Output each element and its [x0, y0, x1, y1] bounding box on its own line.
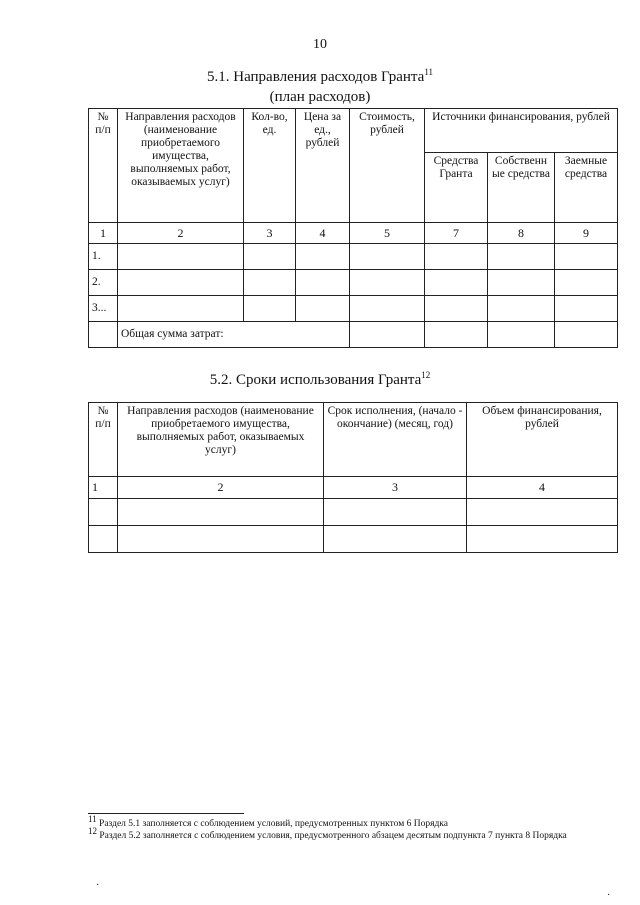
header-direction: Направления расходов (наименование приобретаемого имущества, выполняемых работ, оказываемых услуг): [118, 109, 244, 223]
footnote-text: Раздел 5.2 заполняется с соблюдением условия, предусмотренного абзацем десятым подпункта 7 пункта 8 Порядка: [97, 831, 567, 841]
footnote-11: [88, 813, 618, 830]
section-5-1-title: [0, 68, 640, 86]
header-price: Цена за ед., рублей: [296, 109, 350, 223]
section-5-1-subtitle: (план расходов): [269, 89, 371, 105]
empty-cell: [296, 270, 350, 296]
header-direction: Направления расходов (наименование приобретаемого имущества, выполняемых работ, оказываемых услуг): [118, 403, 324, 477]
header-term: Срок исполнения, (начало - окончание) (месяц, год): [324, 403, 467, 477]
empty-cell: [118, 244, 244, 270]
empty-cell: [350, 270, 425, 296]
empty-cell: [244, 270, 296, 296]
empty-cell: [350, 322, 425, 348]
footnotes: [88, 813, 618, 842]
total-label: Общая сумма затрат:: [118, 322, 350, 348]
section-5-2-title: [0, 371, 640, 389]
empty-cell: [296, 244, 350, 270]
footnote-12: [88, 825, 618, 842]
footnote-ref-12: 12: [421, 370, 431, 380]
col-number: 9: [555, 223, 618, 244]
empty-cell: [350, 296, 425, 322]
page-number: 10: [313, 37, 327, 52]
col-number: 3: [244, 223, 296, 244]
col-number: 4: [467, 477, 618, 499]
empty-cell: [244, 296, 296, 322]
table-row: [89, 499, 618, 526]
col-number: 1: [89, 477, 118, 499]
footnote-divider: [88, 813, 244, 814]
scan-mark: ·: [96, 880, 100, 891]
col-number: 2: [118, 477, 324, 499]
empty-cell: [467, 526, 618, 553]
row-number: 3...: [89, 296, 118, 322]
header-volume: Объем финансирования, рублей: [467, 403, 618, 477]
column-number-row: [89, 477, 618, 499]
header-loan-funds: Заемные средства: [555, 153, 618, 223]
expense-plan-table: [88, 108, 618, 348]
empty-cell: [118, 296, 244, 322]
empty-cell: [324, 499, 467, 526]
total-row: [89, 322, 618, 348]
empty-cell: [555, 270, 618, 296]
table-row: [89, 526, 618, 553]
header-cost: Стоимость, рублей: [350, 109, 425, 223]
row-number: 2.: [89, 270, 118, 296]
col-number: 4: [296, 223, 350, 244]
footnote-text: Раздел 5.1 заполняется с соблюдением условий, предусмотренных пунктом 6 Порядка: [96, 819, 448, 829]
empty-cell: [296, 296, 350, 322]
grant-usage-terms-table: [88, 402, 618, 553]
empty-cell: [425, 244, 488, 270]
scan-mark: ·: [607, 890, 611, 901]
empty-cell: [467, 499, 618, 526]
col-number: 5: [350, 223, 425, 244]
empty-cell: [324, 526, 467, 553]
empty-cell: [425, 296, 488, 322]
section-5-1-title-text: 5.1. Направления расходов Гранта: [206, 69, 425, 85]
empty-cell: [89, 526, 118, 553]
header-qty: Кол-во, ед.: [244, 109, 296, 223]
empty-cell: [118, 499, 324, 526]
empty-cell: [425, 322, 488, 348]
empty-cell: [89, 499, 118, 526]
empty-cell: [488, 244, 555, 270]
empty-cell: [555, 322, 618, 348]
empty-cell: [488, 296, 555, 322]
col-number: 3: [324, 477, 467, 499]
table-row: [89, 244, 618, 270]
section-5-2-title-text: 5.2. Сроки использования Гранта: [209, 372, 422, 388]
header-grant-funds: Средства Гранта: [425, 153, 488, 223]
header-num: № п/п: [89, 109, 118, 223]
footnote-ref-11: 11: [424, 67, 434, 77]
footnote-mark: 11: [88, 813, 97, 824]
header-num: № п/п: [89, 403, 118, 477]
empty-cell: [89, 322, 118, 348]
footnote-mark: 12: [88, 825, 97, 836]
empty-cell: [555, 296, 618, 322]
column-number-row: [89, 223, 618, 244]
col-number: 2: [118, 223, 244, 244]
row-number: 1.: [89, 244, 118, 270]
empty-cell: [244, 244, 296, 270]
empty-cell: [425, 270, 488, 296]
header-sources: Источники финансирования, рублей: [425, 109, 618, 153]
col-number: 7: [425, 223, 488, 244]
empty-cell: [350, 244, 425, 270]
empty-cell: [488, 322, 555, 348]
empty-cell: [118, 526, 324, 553]
col-number: 8: [488, 223, 555, 244]
empty-cell: [555, 244, 618, 270]
table-row: [89, 270, 618, 296]
header-own-funds: Собственн ые средства: [488, 153, 555, 223]
col-number: 1: [89, 223, 118, 244]
empty-cell: [488, 270, 555, 296]
empty-cell: [118, 270, 244, 296]
table-row: [89, 296, 618, 322]
